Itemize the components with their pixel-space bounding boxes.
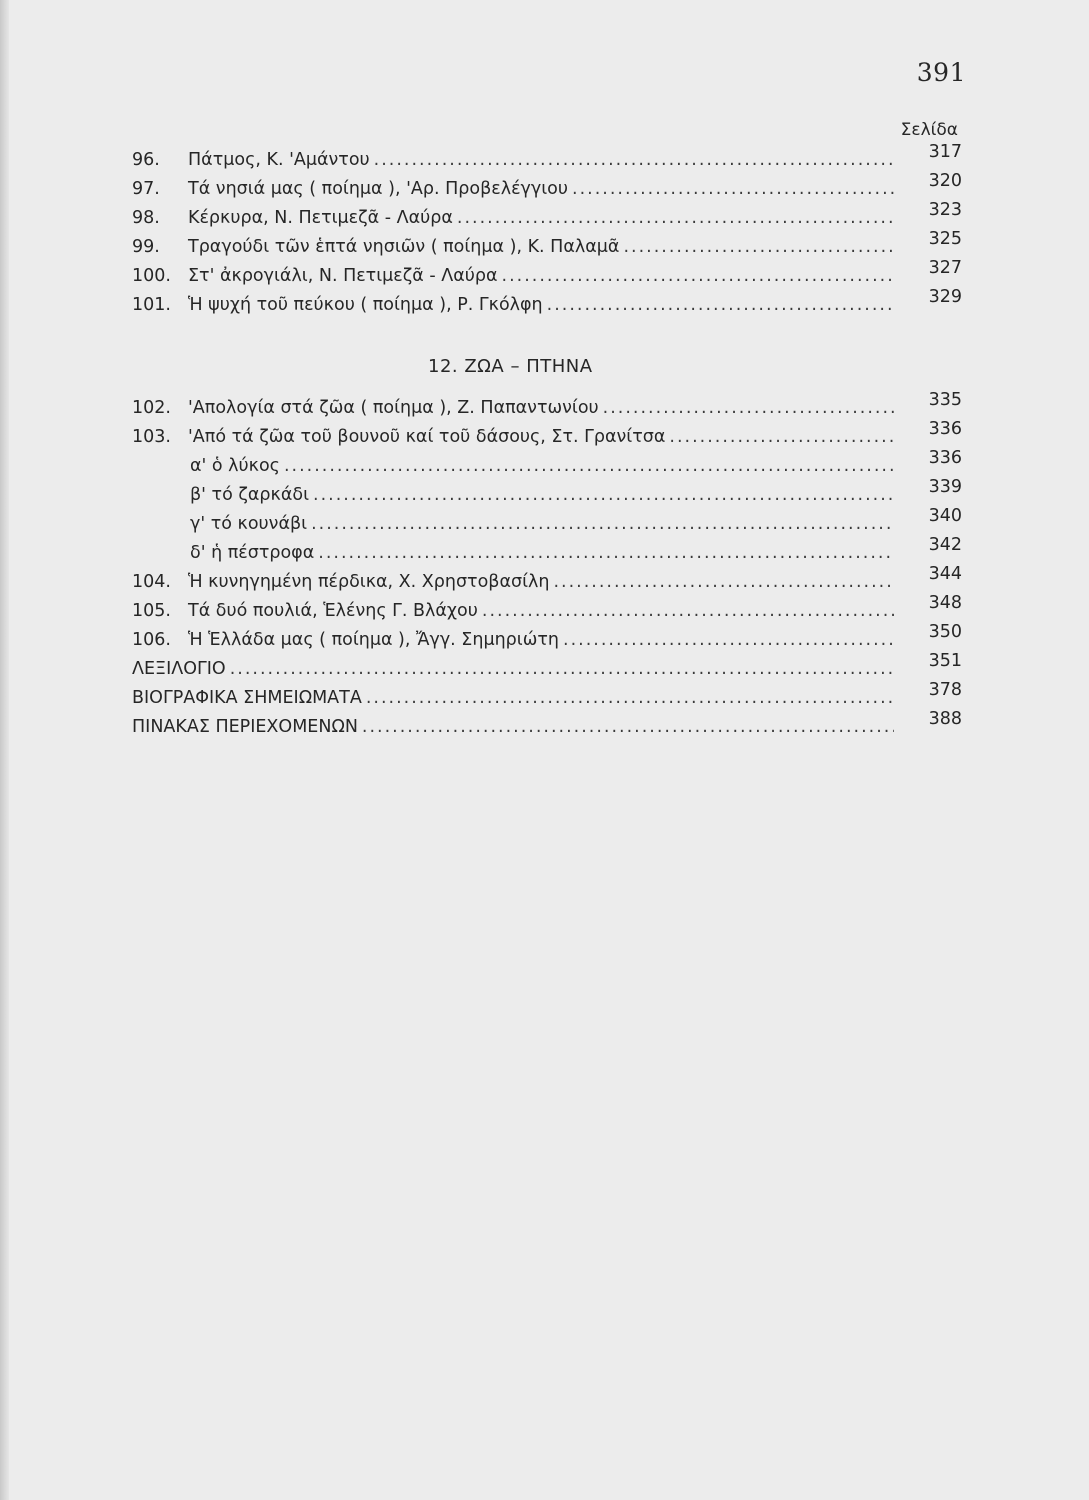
entry-title: Κέρκυρα, Ν. Πετιμεζᾶ - Λαύρα — [188, 208, 453, 228]
entry-page: 339 — [928, 477, 962, 497]
entry-page: 336 — [928, 448, 962, 468]
leader-dots — [457, 208, 894, 228]
entry-title: β' τό ζαρκάδι — [190, 485, 309, 505]
entry-page: 350 — [928, 622, 962, 642]
toc-entry — [132, 287, 962, 323]
entry-title: Τά νησιά μας ( ποίημα ), 'Αρ. Προβελέγγιου — [188, 179, 569, 199]
page-number: 391 — [916, 58, 966, 87]
leader-dots — [366, 688, 894, 708]
entry-title: ΠΙΝΑΚΑΣ ΠΕΡΙΕΧΟΜΕΝΩΝ — [132, 717, 358, 737]
toc-appendix-entry — [132, 651, 962, 687]
leader-dots — [502, 266, 894, 286]
toc-entry — [132, 593, 962, 629]
section-heading: 12. ΖΩΑ – ΠΤΗΝΑ — [428, 356, 593, 377]
entry-number: 106. — [132, 630, 171, 650]
entry-title: Τά δυό πουλιά, Ἑλένης Γ. Βλάχου — [188, 601, 478, 621]
entry-number: 104. — [132, 572, 171, 592]
toc-subentry — [132, 506, 962, 542]
entry-page: 348 — [928, 593, 962, 613]
entry-title: ΛΕΞΙΛΟΓΙΟ — [132, 659, 226, 679]
entry-page: 351 — [928, 651, 962, 671]
leader-dots — [284, 456, 894, 476]
entry-number: 97. — [132, 179, 160, 199]
leader-dots — [230, 659, 894, 679]
toc-entry — [132, 390, 962, 426]
entry-title: ΒΙΟΓΡΑΦΙΚΑ ΣΗΜΕΙΩΜΑΤΑ — [132, 688, 362, 708]
toc-entry — [132, 258, 962, 294]
leader-dots — [572, 179, 894, 199]
entry-page: 325 — [928, 229, 962, 249]
toc-subentry — [132, 448, 962, 484]
entry-number: 105. — [132, 601, 171, 621]
entry-page: 336 — [928, 419, 962, 439]
toc-entry — [132, 171, 962, 207]
leader-dots — [547, 295, 894, 315]
toc-entry — [132, 564, 962, 600]
leader-dots — [623, 237, 894, 257]
leader-dots — [313, 485, 894, 505]
entry-page: 344 — [928, 564, 962, 584]
entry-number: 102. — [132, 398, 171, 418]
leader-dots — [318, 543, 894, 563]
toc-subentry — [132, 477, 962, 513]
leader-dots — [374, 150, 894, 170]
entry-number: 96. — [132, 150, 160, 170]
entry-title: Ἡ ψυχή τοῦ πεύκου ( ποίημα ), Ρ. Γκόλφη — [188, 295, 543, 315]
toc-entry — [132, 419, 962, 455]
entry-number: 103. — [132, 427, 171, 447]
entry-page: 388 — [928, 709, 962, 729]
entry-number: 101. — [132, 295, 171, 315]
toc-entry — [132, 200, 962, 236]
entry-title: Ἡ κυνηγημένη πέρδικα, Χ. Χρηστοβασίλη — [188, 572, 550, 592]
page-edge-shadow — [0, 0, 9, 1500]
entry-title: Πάτμος, Κ. 'Αμάντου — [188, 150, 370, 170]
leader-dots — [603, 398, 894, 418]
leader-dots — [669, 427, 894, 447]
entry-number: 99. — [132, 237, 160, 257]
entry-number: 98. — [132, 208, 160, 228]
entry-title: Στ' ἀκρογιάλι, Ν. Πετιμεζᾶ - Λαύρα — [188, 266, 498, 286]
leader-dots — [311, 514, 894, 534]
leader-dots — [553, 572, 894, 592]
entry-page: 342 — [928, 535, 962, 555]
entry-page: 323 — [928, 200, 962, 220]
entry-title: 'Από τά ζῶα τοῦ βουνοῦ καί τοῦ δάσους, Στ. Γρανίτσα — [188, 427, 666, 447]
toc-entry — [132, 142, 962, 178]
entry-title: Τραγούδι τῶν ἑπτά νησιῶν ( ποίημα ), Κ. Παλαμᾶ — [188, 237, 620, 257]
entry-page: 327 — [928, 258, 962, 278]
entry-title: α' ὁ λύκος — [190, 456, 280, 476]
entry-title: 'Απολογία στά ζῶα ( ποίημα ), Ζ. Παπαντωνίου — [188, 398, 599, 418]
entry-page: 329 — [928, 287, 962, 307]
toc-subentry — [132, 535, 962, 571]
entry-title: Ἡ Ἑλλάδα μας ( ποίημα ), Ἄγγ. Σημηριώτη — [188, 630, 559, 650]
entry-number: 100. — [132, 266, 171, 286]
entry-page: 317 — [928, 142, 962, 162]
leader-dots — [362, 717, 894, 737]
leader-dots — [563, 630, 894, 650]
entry-page: 340 — [928, 506, 962, 526]
entry-title: δ' ἡ πέστροφα — [190, 543, 315, 563]
page-column-header: Σελίδα — [900, 120, 958, 140]
leader-dots — [482, 601, 894, 621]
entry-page: 335 — [928, 390, 962, 410]
entry-title: γ' τό κουνάβι — [190, 514, 308, 534]
toc-appendix-entry — [132, 709, 962, 745]
toc-entry — [132, 622, 962, 658]
entry-page: 320 — [928, 171, 962, 191]
toc-entry — [132, 229, 962, 265]
toc-appendix-entry — [132, 680, 962, 716]
entry-page: 378 — [928, 680, 962, 700]
